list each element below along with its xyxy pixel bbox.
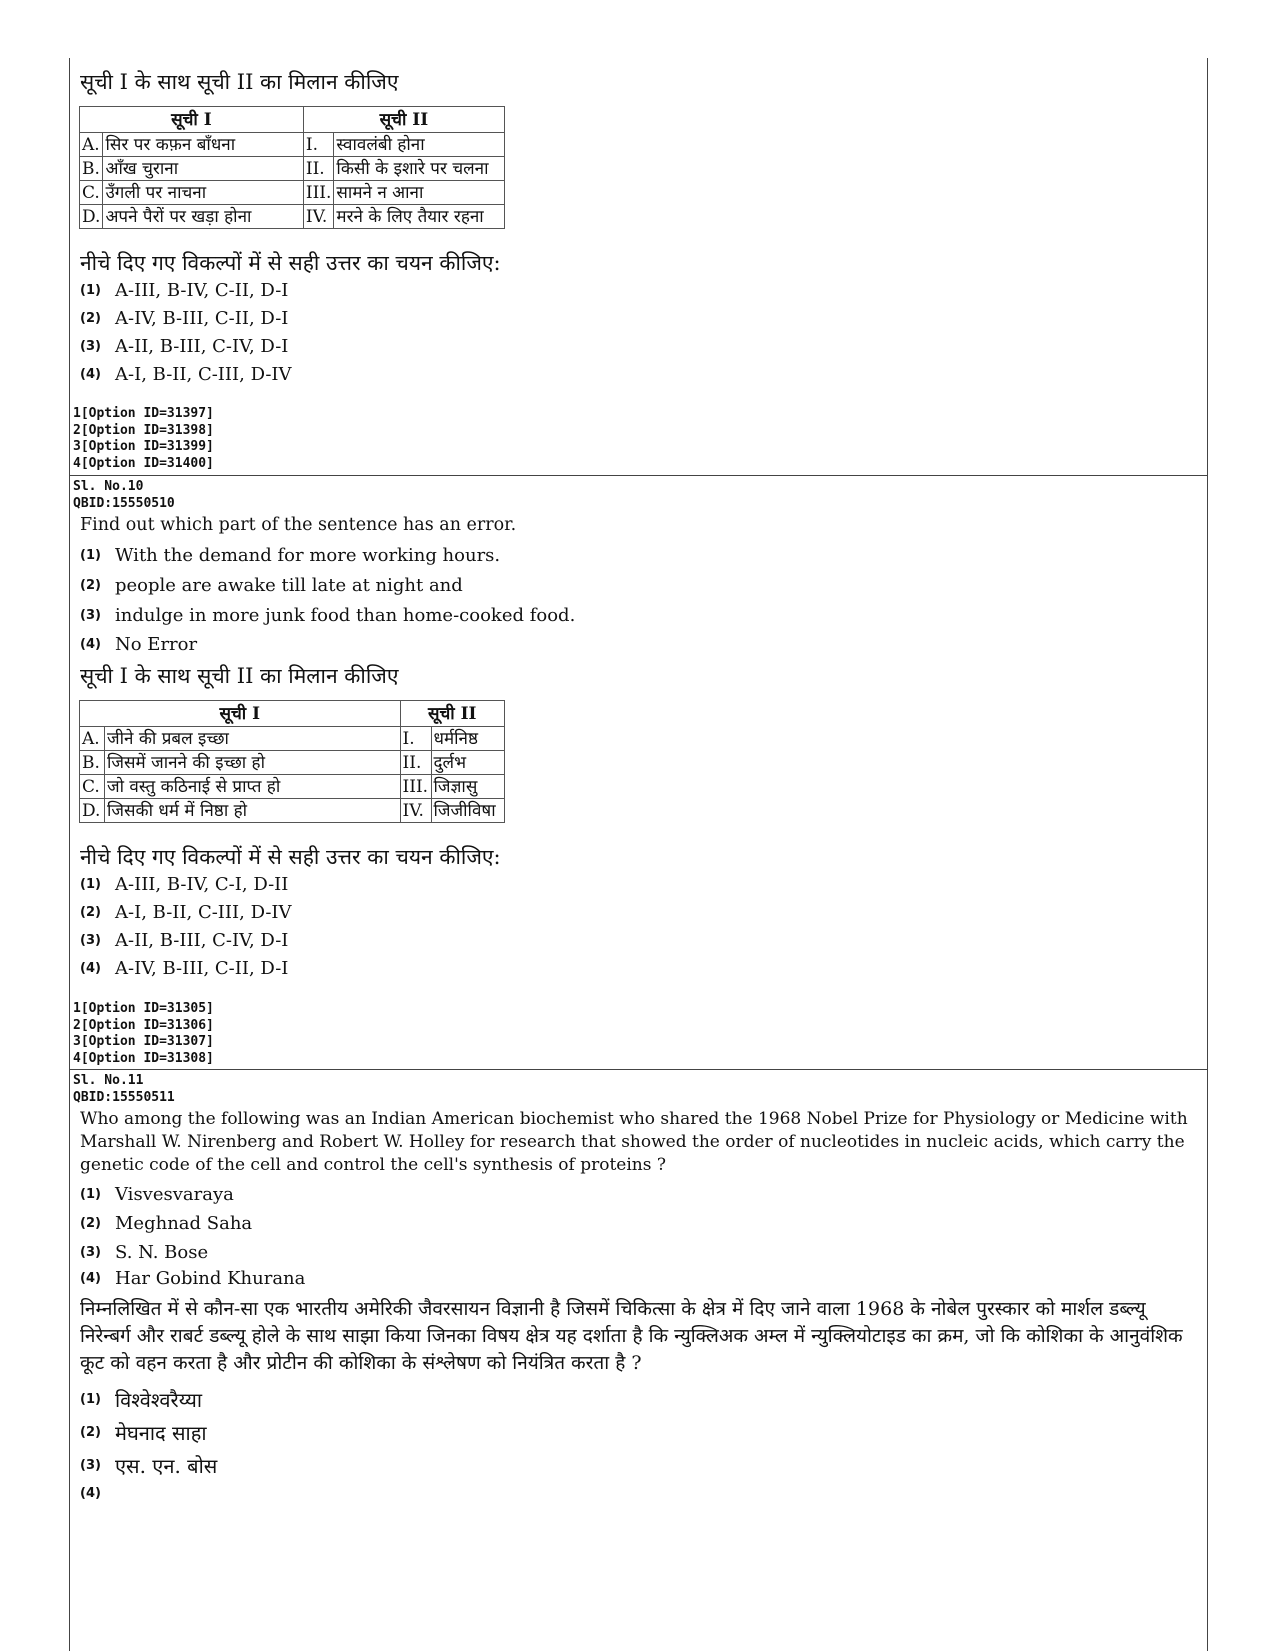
- table-row: [80, 751, 505, 775]
- q10-option-4[interactable]: [80, 958, 288, 979]
- q11-question-hi: निम्नलिखित में से कौन-सा एक भारतीय अमेरिकी जैवरसायन विज्ञानी है जिसमें चिकित्सा के क्षेत्र में दिए जाने वाला 1968 के नोबेल पुरस्कार को मार्शल डब्ल्यू निरेन्बर्ग और राबर्ट डब्ल्यू होले के साथ साझा किया जिनका विषय क्षेत्र यह दर्शाता है कि न्युक्लिअक अम्ल में न्युक्लियोटाइड का क्रम, जो कि कोशिका के आनुवंशिक कूट को वहन करता है और प्रोटीन की कोशिका के संश्लेषण को नियंत्रित करता है ?: [80, 1298, 1183, 1374]
- q10-option-2[interactable]: [80, 902, 292, 923]
- serial-number: Sl. No.11: [73, 1073, 144, 1088]
- row-right-value: दुर्लभ: [431, 751, 504, 775]
- q10-question: Find out which part of the sentence has an error.: [80, 515, 517, 535]
- q11-option-hi-1[interactable]: [80, 1386, 202, 1413]
- q10-prompt: नीचे दिए गए विकल्पों में से सही उत्तर का चयन कीजिए:: [80, 845, 501, 869]
- q11-option-en-2[interactable]: [80, 1213, 252, 1234]
- option-text: A-II, B-III, C-IV, D-I: [115, 336, 289, 357]
- option-id: 4[Option ID=31308]: [73, 1050, 214, 1066]
- row-right-value: स्वावलंबी होना: [334, 133, 505, 157]
- q11-header: [73, 1073, 175, 1106]
- option-text: विश्वेश्वरैय्या: [115, 1388, 203, 1412]
- left-border: [69, 58, 70, 1651]
- option-text: A-II, B-III, C-IV, D-I: [115, 930, 289, 951]
- row-value: जीने की प्रबल इच्छा: [105, 727, 401, 751]
- table-row: [80, 157, 505, 181]
- q10-option-en-2[interactable]: [80, 575, 463, 596]
- option-text: Har Gobind Khurana: [115, 1268, 306, 1289]
- row-right-value: धर्मनिष्ठ: [431, 727, 504, 751]
- row-key: A.: [80, 133, 103, 157]
- option-number: (3): [80, 1458, 101, 1473]
- q10-match-table: [79, 700, 505, 823]
- option-text: एस. एन. बोस: [115, 1454, 218, 1478]
- q10-table-head-left: सूची I: [80, 701, 401, 727]
- row-value: जो वस्तु कठिनाई से प्राप्त हो: [105, 775, 401, 799]
- right-border: [1207, 58, 1208, 1651]
- option-number: (4): [80, 1271, 101, 1286]
- row-right-key: IV.: [400, 799, 431, 823]
- serial-number: Sl. No.10: [73, 479, 144, 494]
- option-id: 1[Option ID=31397]: [73, 406, 214, 421]
- q10-option-1[interactable]: [80, 874, 288, 895]
- option-number: (3): [80, 933, 101, 948]
- q10-heading: सूची I के साथ सूची II का मिलान कीजिए: [80, 664, 399, 688]
- table-row: [80, 799, 505, 823]
- q11-question-en: Who among the following was an Indian American biochemist who shared the 1968 Nobel Prize for Physiology or Medicine with Marshall W. Nirenberg and Robert W. Holley for research that showed the order of nucleotides in nucleic acids, which carry the genetic code of the cell and control the cell's synthesis of proteins ?: [80, 1109, 1188, 1175]
- row-key: C.: [80, 181, 103, 205]
- table-row: [80, 205, 505, 229]
- option-id: 3[Option ID=31399]: [73, 439, 214, 454]
- row-value: जिसकी धर्म में निष्ठा हो: [105, 799, 401, 823]
- q11-option-en-1[interactable]: [80, 1184, 234, 1205]
- row-value: उँगली पर नाचना: [103, 181, 303, 205]
- row-right-key: II.: [400, 751, 431, 775]
- option-text: A-IV, B-III, C-II, D-I: [115, 308, 289, 329]
- q11-option-en-4[interactable]: [80, 1268, 305, 1289]
- option-id: 3[Option ID=31307]: [73, 1034, 214, 1049]
- option-number: (1): [80, 1392, 101, 1407]
- q11-option-hi-4[interactable]: [80, 1486, 115, 1501]
- table-row: [80, 775, 505, 799]
- option-id: 1[Option ID=31305]: [73, 1001, 214, 1016]
- row-right-value: मरने के लिए तैयार रहना: [334, 205, 505, 229]
- row-value: आँख चुराना: [103, 157, 303, 181]
- option-text: मेघनाद साहा: [115, 1421, 207, 1445]
- option-id: 4[Option ID=31400]: [73, 455, 214, 471]
- option-text: A-III, B-IV, C-I, D-II: [115, 874, 289, 895]
- qbid: QBID:15550510: [73, 495, 175, 511]
- option-text: Visvesvaraya: [115, 1184, 234, 1205]
- row-right-key: I.: [400, 727, 431, 751]
- row-value: जिसमें जानने की इच्छा हो: [105, 751, 401, 775]
- option-number: (2): [80, 1425, 101, 1440]
- option-text: indulge in more junk food than home-cooked food.: [115, 605, 576, 626]
- q10-option-3[interactable]: [80, 930, 288, 951]
- row-right-value: सामने न आना: [334, 181, 505, 205]
- q9-option-1[interactable]: [80, 280, 288, 301]
- table-row: [80, 727, 505, 751]
- option-number: (3): [80, 608, 101, 623]
- option-text: A-III, B-IV, C-II, D-I: [115, 280, 289, 301]
- option-text: S. N. Bose: [115, 1242, 209, 1263]
- q9-prompt: नीचे दिए गए विकल्पों में से सही उत्तर का चयन कीजिए:: [80, 251, 501, 275]
- q9-option-4[interactable]: [80, 364, 292, 385]
- option-id: 2[Option ID=31398]: [73, 422, 214, 438]
- row-right-key: IV.: [303, 205, 334, 229]
- row-value: सिर पर कफ़न बाँधना: [103, 133, 303, 157]
- divider: [69, 475, 1208, 476]
- row-key: D.: [80, 205, 103, 229]
- row-right-value: किसी के इशारे पर चलना: [334, 157, 505, 181]
- option-text: A-I, B-II, C-III, D-IV: [115, 902, 292, 923]
- option-number: (4): [80, 961, 101, 976]
- q9-option-2[interactable]: [80, 308, 288, 329]
- row-key: A.: [80, 727, 105, 751]
- q9-match-table: [79, 106, 505, 229]
- q10-table-head-right: सूची II: [400, 701, 504, 727]
- option-number: (1): [80, 283, 101, 298]
- divider: [69, 1069, 1208, 1070]
- q9-heading: सूची I के साथ सूची II का मिलान कीजिए: [80, 70, 399, 94]
- row-key: D.: [80, 799, 105, 823]
- row-right-value: जिज्ञासु: [431, 775, 504, 799]
- option-text: A-I, B-II, C-III, D-IV: [115, 364, 292, 385]
- row-key: B.: [80, 157, 103, 181]
- option-id: 2[Option ID=31306]: [73, 1017, 214, 1033]
- option-number: (1): [80, 877, 101, 892]
- row-right-key: III.: [400, 775, 431, 799]
- q11-option-hi-3[interactable]: [80, 1452, 217, 1479]
- q10-option-en-1[interactable]: [80, 545, 500, 566]
- option-text: With the demand for more working hours.: [115, 545, 501, 566]
- option-number: (3): [80, 339, 101, 354]
- row-right-value: जिजीविषा: [431, 799, 504, 823]
- option-number: (1): [80, 1187, 101, 1202]
- option-number: (3): [80, 1245, 101, 1260]
- option-number: (4): [80, 367, 101, 382]
- q11-option-hi-2[interactable]: [80, 1419, 207, 1446]
- option-number: (2): [80, 1216, 101, 1231]
- q9-option-3[interactable]: [80, 336, 288, 357]
- row-right-key: I.: [303, 133, 334, 157]
- option-text: No Error: [115, 634, 198, 655]
- q9-table-head-left: सूची I: [80, 107, 304, 133]
- option-number: (2): [80, 578, 101, 593]
- q10-header: [73, 479, 175, 512]
- option-text: A-IV, B-III, C-II, D-I: [115, 958, 289, 979]
- row-key: C.: [80, 775, 105, 799]
- option-number: (2): [80, 905, 101, 920]
- option-number: (4): [80, 1486, 101, 1501]
- row-right-key: III.: [303, 181, 334, 205]
- option-number: (2): [80, 311, 101, 326]
- row-right-key: II.: [303, 157, 334, 181]
- row-value: अपने पैरों पर खड़ा होना: [103, 205, 303, 229]
- q9-table-head-right: सूची II: [303, 107, 504, 133]
- q9-option-ids: [73, 406, 214, 472]
- option-text: Meghnad Saha: [115, 1213, 253, 1234]
- q11-option-en-3[interactable]: [80, 1242, 208, 1263]
- table-row: [80, 133, 505, 157]
- qbid: QBID:15550511: [73, 1089, 175, 1105]
- option-text: people are awake till late at night and: [115, 575, 463, 596]
- q10-option-ids: [73, 1001, 214, 1067]
- q10-option-en-4[interactable]: [80, 634, 197, 655]
- q10-option-en-3[interactable]: [80, 605, 575, 626]
- option-number: (4): [80, 637, 101, 652]
- table-row: [80, 181, 505, 205]
- option-number: (1): [80, 548, 101, 563]
- row-key: B.: [80, 751, 105, 775]
